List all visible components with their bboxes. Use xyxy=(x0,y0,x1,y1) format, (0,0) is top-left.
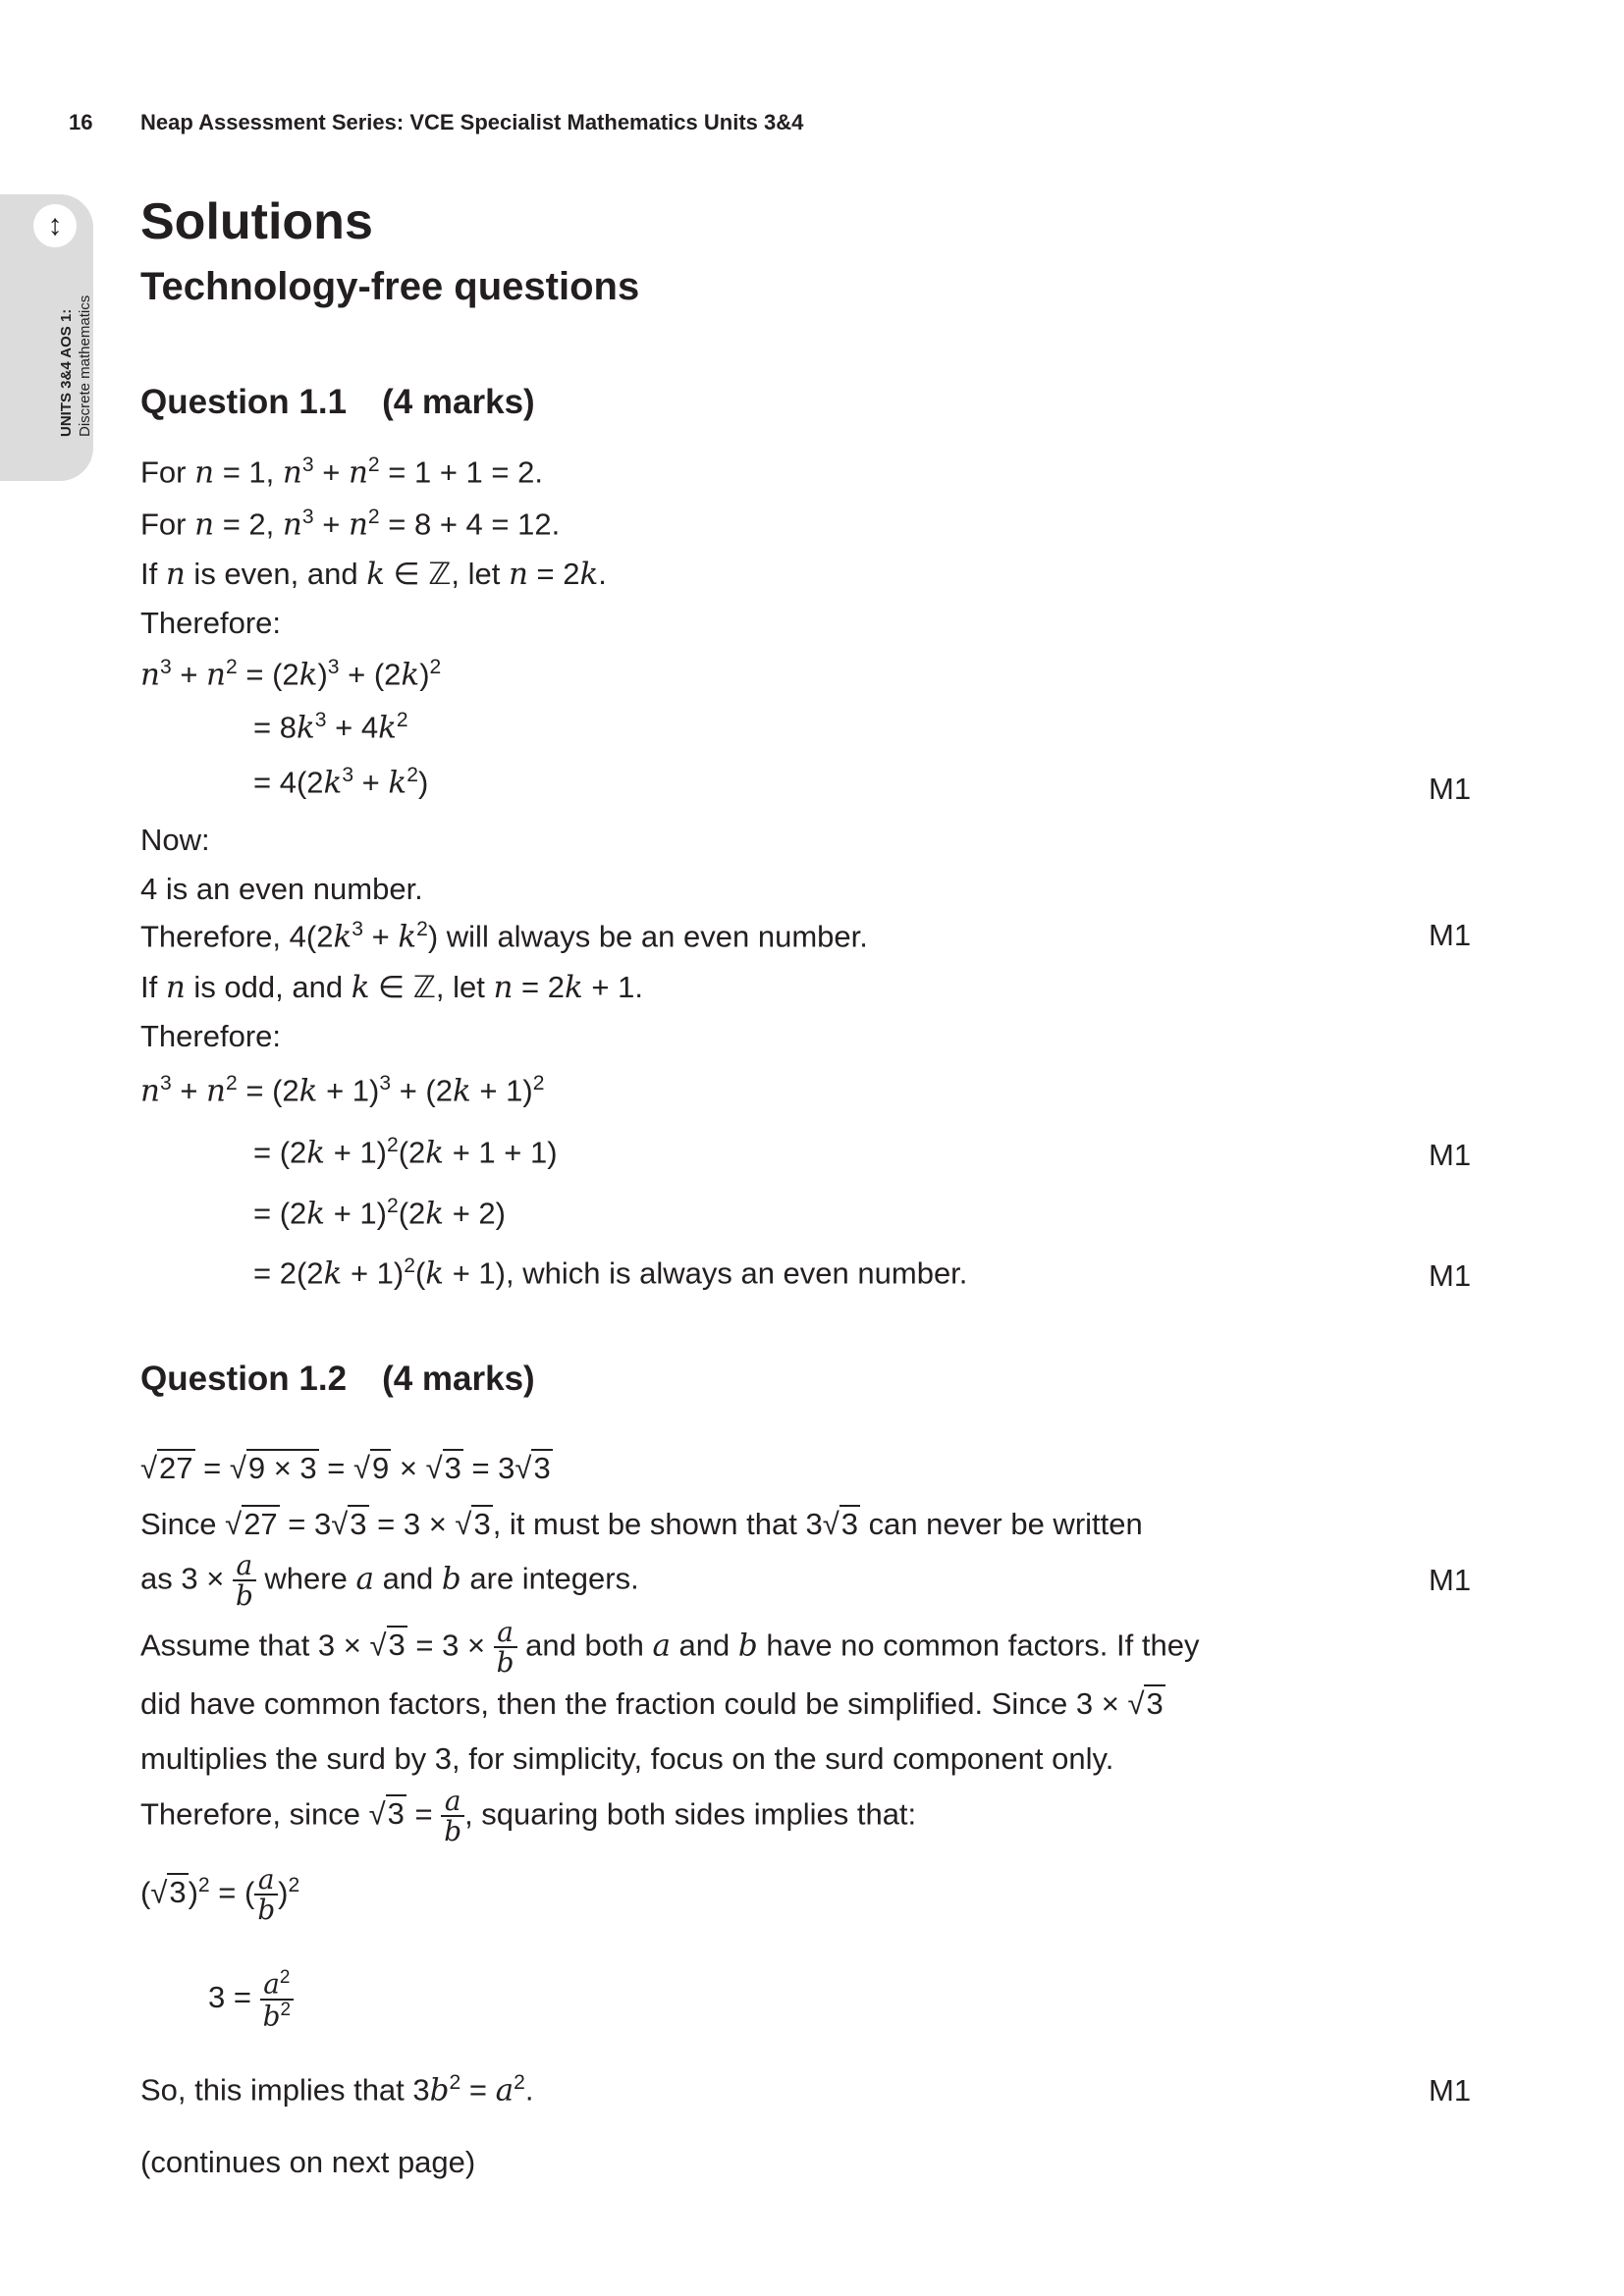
solution-line: Assume that 3 × √3 = 3 × $\frac{a}{b}$ and both a and b have no common factors. If they xyxy=(140,1616,1200,1680)
mark-label: M1 xyxy=(1429,918,1472,952)
solution-line: Since √27 = 3√3 = 3 × √3, it must be shown that 3√3 can never be written xyxy=(140,1507,1143,1541)
question-heading: Question 1.2 (4 marks) xyxy=(140,1360,535,1398)
equation-line: = $2(2k + 1)^2(k + 1)$, which is always an even number. xyxy=(253,1255,968,1292)
mark-label: M1 xyxy=(1429,1138,1472,1172)
solution-line: Therefore, $4(2k^3 + k^2)$ will always be an even number. xyxy=(140,918,868,955)
equation-line: = $(2k + 1)^2(2k + 2)$ xyxy=(253,1195,506,1232)
solution-line: So, this implies that $3b^2 = a^2$. xyxy=(140,2071,534,2109)
equation-line: $n^3 + n^2 = (2k)^3 + (2k)^2$ xyxy=(140,656,442,693)
solution-line: If n is odd, and k ∈ ℤ, let n = 2k + 1. xyxy=(140,970,643,1005)
mark-label: M1 xyxy=(1429,1563,1472,1597)
solution-line: as 3 × $\frac{a}{b}$ where a and b are integers. xyxy=(140,1549,639,1613)
solution-line: For n = 1, $n^3 + n^2 = 1 + 1 = 2$. xyxy=(140,454,543,491)
page-number: 16 xyxy=(69,110,93,134)
solution-line: Now: xyxy=(140,823,210,857)
solution-line: multiplies the surd by 3, for simplicity, focus on the surd component only. xyxy=(140,1741,1114,1776)
equation-line: = $(2k + 1)^2(2k + 1 + 1)$ xyxy=(253,1134,558,1171)
solution-line: 4 is an even number. xyxy=(140,872,423,906)
solution-line: did have common factors, then the fraction could be simplified. Since 3 × √3 xyxy=(140,1686,1164,1721)
solution-line: Therefore: xyxy=(140,606,282,640)
equation-line: √27 = √9 × 3 = √9 × √3 = 3√3 xyxy=(140,1451,551,1485)
solution-line: If n is even, and k ∈ ℤ, let n = 2k. xyxy=(140,557,607,592)
equation-line: = $8k^3 + 4k^2$ xyxy=(253,709,408,746)
mark-label: M1 xyxy=(1429,772,1472,806)
solution-line: For n = 2, $n^3 + n^2 = 8 + 4 = 12$. xyxy=(140,506,561,543)
mark-label: M1 xyxy=(1429,1258,1472,1293)
page-title: Solutions xyxy=(140,193,373,250)
side-tab-label: UNITS 3&4 AOS 1: Discrete mathematics xyxy=(58,294,93,437)
continues-note: (continues on next page) xyxy=(140,2145,476,2179)
page-header xyxy=(69,110,803,135)
question-heading: Question 1.1 (4 marks) xyxy=(140,383,535,421)
equation-line: $n^3 + n^2 = (2k + 1)^3 + (2k + 1)^2$ xyxy=(140,1072,545,1109)
double-arrow-icon: ↕ xyxy=(33,204,77,247)
solution-line: Therefore, since √3 = $\frac{a}{b}$ , squaring both sides implies that: xyxy=(140,1785,917,1848)
equation-line: 3 = $\frac{a^2}{b^2}$ xyxy=(208,1968,294,2030)
equation-line: = $4(2k^3 + k^2)$ xyxy=(253,764,429,801)
section-title: Technology-free questions xyxy=(140,265,640,308)
mark-label: M1 xyxy=(1429,2073,1472,2108)
series-title: Neap Assessment Series: VCE Specialist Mathematics Units 3&4 xyxy=(140,110,804,134)
solution-line: Therefore: xyxy=(140,1019,282,1053)
equation-line: $(√3)^2$ = ( $\frac{a}{b}$ )$^2$ xyxy=(140,1863,300,1927)
